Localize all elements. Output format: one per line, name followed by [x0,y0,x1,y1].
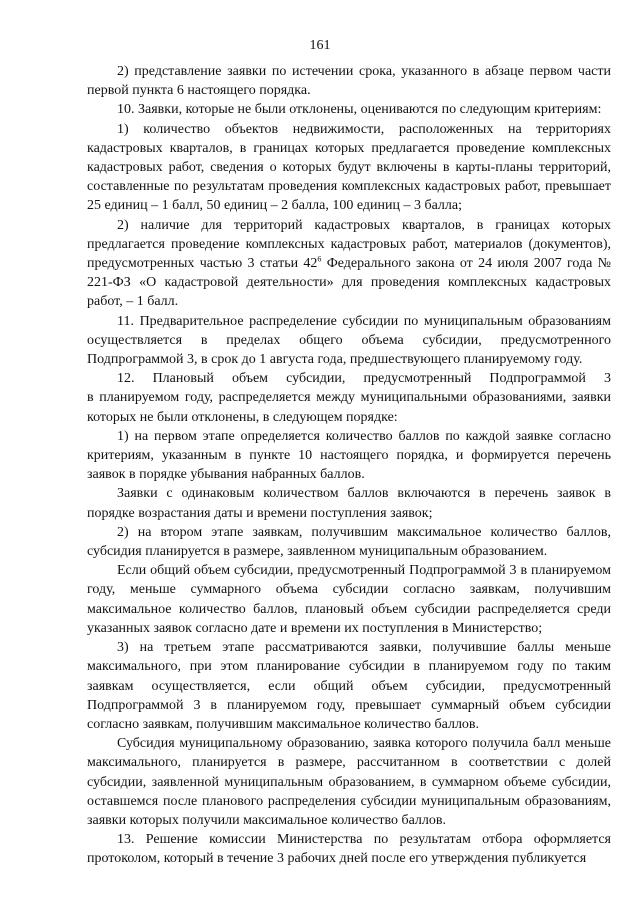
paragraph-stage-2-shortfall: Если общий объем субсидии, предусмотренный Подпрограммой 3 в планируемом году, меньше суммарного объема субсидии согласно заявкам, получившим максимальное количество баллов, плановый объем субсидии распределяется среди указанных заявок согласно дате и времени их поступления в Министерство; [87,563,611,636]
criterion-2-text-end: Федерального закона от 24 июля 2007 года № 221-ФЗ «О кадастровой деятельности» для проведения комплексных кадастровых работ, – 1 балл. [87,256,611,310]
page-number: 161 [309,38,331,53]
paragraph-stage-1: 1) на первом этапе определяется количество баллов по каждой заявке согласно критериям, указанным в пункте 10 настоящего порядка, и формируется перечень заявок в порядке убывания набранных баллов. [87,428,611,483]
criterion-2-text-start: 2) наличие для территорий кадастровых кварталов, в границах которых предлагается проведение комплексных кадастровых работ, материалов (документов), предусмотренных частью 3 статьи 42 [87,217,611,272]
paragraph-equal-scores: Заявки с одинаковым количеством баллов включаются в перечень заявок в порядке возрастания даты и времени поступления заявок; [87,486,611,521]
paragraph-clause-10: 10. Заявки, которые не были отклонены, оцениваются по следующим критериям: [117,102,602,118]
paragraph-stage-2: 2) на втором этапе заявкам, получившим максимальное количество баллов, субсидия планируется в размере, заявленном муниципальным образованием. [87,524,611,560]
document-body [87,62,611,869]
paragraph-criterion-1: 1) количество объектов недвижимости, расположенных на территориях кадастровых кварталов, в границах которых предлагается проведение комплексных кадастровых работ, сведения о которых будут включены в карты-планы территорий, составленные по результатам проведения комплексных кадастровых работ, превышает 25 единиц – 1 балл, 50 единиц – 2 балла, 100 единиц – 3 балла; [87,121,611,214]
paragraph-clause-11: 11. Предварительное распределение субсидии по муниципальным образованиям осуществляется в пределах общего объема субсидии, предусмотренного Подпрограммой 3, в срок до 1 августа года, предшествующего планируемому году. [87,313,611,368]
paragraph-criterion-2 [87,216,611,312]
paragraph-item-2-rejection: 2) представление заявки по истечении срока, указанного в абзаце первом части первой пункта 6 настоящего порядка. [87,64,611,99]
paragraph-clause-12: 12. Плановый объем субсидии, предусмотренный Подпрограммой 3 в планируемом году, распределяется между муниципальными образованиями, заявки которых не были отклонены, в следующем порядке: [87,371,611,425]
paragraph-stage-3: 3) на третьем этапе рассматриваются заявки, получившие баллы меньше максимального, при этом планирование субсидии в планируемом году по таким заявкам осуществляется, если общий объем субсидии, предусмотренный Подпрограммой 3 в планируемом году, превышает суммарный объем субсидии согласно заявкам, получившим максимальное количество баллов. [87,640,611,732]
paragraph-subsidy-share: Субсидия муниципальному образованию, заявка которого получила балл меньше максимального, планируется в размере, рассчитанном в соответствии с долей субсидии, заявленной муниципальным образованием, в суммарном объеме субсидии, оставшемся после планового распределения субсидии муниципальным образованиям, заявки которых получили максимальное количество баллов. [87,736,611,828]
footnote-superscript: 6 [317,254,322,264]
paragraph-clause-13: 13. Решение комиссии Министерства по результатам отбора оформляется протоколом, который в течение 3 рабочих дней после его утверждения публикуется [87,832,611,867]
